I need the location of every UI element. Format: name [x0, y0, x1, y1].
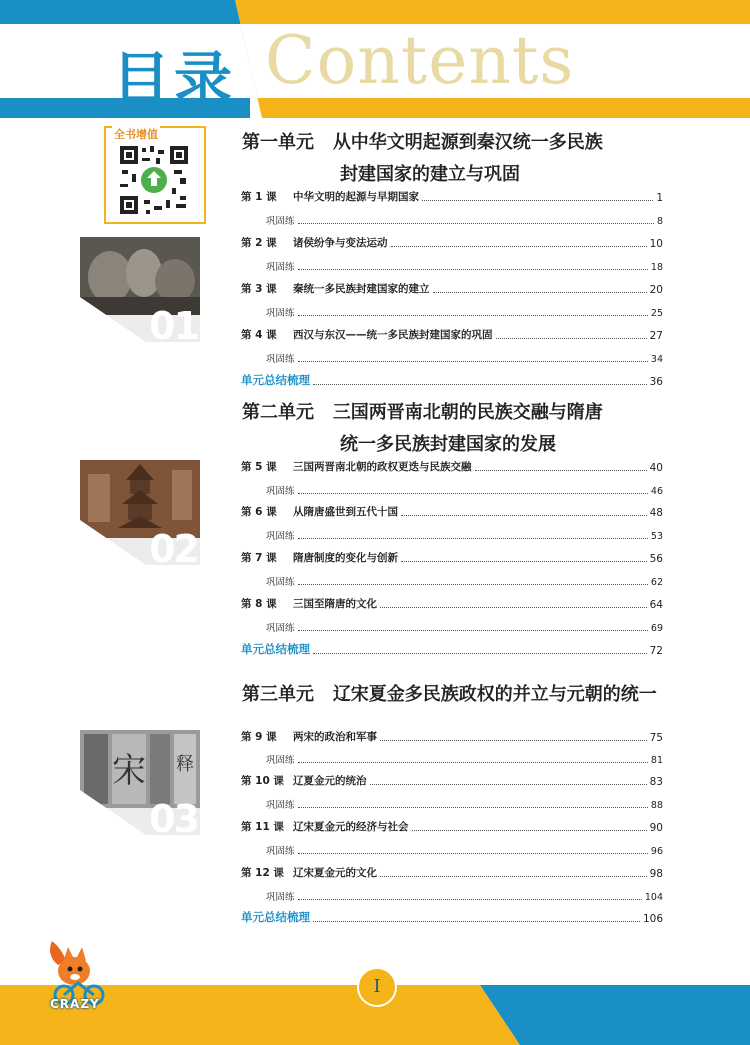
lesson-title: 辽宋夏金元的文化 — [293, 867, 377, 879]
lesson-number: 第 3 课 — [241, 283, 277, 295]
lesson-title: 三国至隋唐的文化 — [293, 598, 377, 610]
lesson-title: 辽宋夏金元的经济与社会 — [293, 821, 409, 833]
footer-page-number: I — [357, 967, 397, 1007]
svg-text:宋: 宋 — [112, 751, 146, 791]
lesson-number: 第 8 课 — [241, 598, 277, 610]
page-number: 25 — [650, 308, 663, 319]
toc-row[interactable] — [241, 549, 663, 565]
toc-row[interactable] — [266, 303, 663, 319]
toc-row[interactable] — [241, 818, 663, 834]
page-number: 48 — [649, 507, 663, 519]
lesson-title: 辽夏金元的统治 — [293, 775, 367, 787]
unit-1-name: 从中华文明起源到秦汉统一多民族 — [332, 132, 603, 153]
page-number: 69 — [650, 623, 663, 634]
toc-row[interactable] — [241, 641, 663, 657]
toc-row[interactable] — [266, 618, 663, 634]
toc-row[interactable] — [241, 864, 663, 880]
lesson-number: 第 1 课 — [241, 191, 277, 203]
unit-2-name-line2: 统一多民族封建国家的发展 — [340, 434, 556, 455]
lesson-number: 第 5 课 — [241, 461, 277, 473]
qr-code-box[interactable] — [104, 126, 206, 224]
lesson-number: 第 4 课 — [241, 329, 277, 341]
toc-row[interactable] — [241, 372, 663, 388]
practice-title: 巩固练 — [266, 892, 295, 903]
unit-2-heading — [242, 398, 603, 456]
lesson-title: 中华文明的起源与早期国家 — [293, 191, 419, 203]
unit-3-badge-number: 03 — [149, 797, 198, 835]
page-number: 88 — [650, 800, 663, 811]
page-number: 62 — [650, 577, 663, 588]
summary-title: 单元总结梳理 — [241, 642, 310, 656]
practice-title: 巩固练 — [266, 623, 295, 634]
summary-title: 单元总结梳理 — [241, 910, 310, 924]
unit-3-name: 辽宋夏金多民族政权的并立与元朝的统一 — [332, 684, 657, 705]
summary-title: 单元总结梳理 — [241, 373, 310, 387]
page-number: 98 — [649, 868, 663, 880]
toc-row[interactable] — [266, 841, 663, 857]
page-number: 46 — [650, 486, 663, 497]
qr-label: 全书增值 — [114, 128, 158, 141]
unit-1-title: 第一单元 — [242, 132, 314, 153]
unit-2-name: 三国两晋南北朝的民族交融与隋唐 — [332, 402, 603, 423]
page-number: 106 — [642, 913, 663, 925]
title-english: Contents — [265, 22, 575, 99]
practice-title: 巩固练 — [266, 308, 295, 319]
practice-title: 巩固练 — [266, 216, 295, 227]
toc-row[interactable] — [266, 257, 663, 273]
fox-mascot-icon — [44, 935, 124, 1015]
practice-title: 巩固练 — [266, 262, 295, 273]
toc-row[interactable] — [241, 188, 663, 204]
toc-row[interactable] — [241, 595, 663, 611]
lesson-title: 从隋唐盛世到五代十国 — [293, 506, 398, 518]
toc-row[interactable] — [266, 795, 663, 811]
practice-title: 巩固练 — [266, 354, 295, 365]
practice-title: 巩固练 — [266, 800, 295, 811]
toc-row[interactable] — [266, 481, 663, 497]
lesson-number: 第 2 课 — [241, 237, 277, 249]
toc-row[interactable] — [241, 909, 663, 925]
page-title: 目录 — [112, 45, 237, 113]
page-number: 83 — [649, 776, 663, 788]
page-number: 72 — [649, 645, 663, 657]
unit-2-image — [80, 460, 200, 565]
toc-row[interactable] — [266, 526, 663, 542]
page-number: 53 — [650, 531, 663, 542]
unit-2-badge-number: 02 — [149, 527, 198, 565]
page-number: 104 — [644, 892, 663, 903]
practice-title: 巩固练 — [266, 486, 295, 497]
toc-row[interactable] — [266, 211, 663, 227]
lesson-title: 隋唐制度的变化与创新 — [293, 552, 398, 564]
lesson-title: 两宋的政治和军事 — [293, 731, 377, 743]
toc-row[interactable] — [266, 349, 663, 365]
page-number: 56 — [649, 553, 663, 565]
svg-text:释: 释 — [176, 754, 194, 775]
toc-row[interactable] — [241, 503, 663, 519]
lesson-title: 秦统一多民族封建国家的建立 — [293, 283, 430, 295]
page-number: 8 — [656, 216, 663, 227]
unit-3-heading — [242, 680, 657, 706]
mascot-text: CRAZY — [50, 997, 100, 1011]
page-number: 1 — [656, 192, 663, 204]
lesson-title: 诸侯纷争与变法运动 — [293, 237, 388, 249]
toc-row[interactable] — [241, 772, 663, 788]
toc-row[interactable] — [241, 728, 663, 744]
lesson-number: 第 10 课 — [241, 775, 284, 787]
lesson-number: 第 9 课 — [241, 731, 277, 743]
page-number: 40 — [649, 462, 663, 474]
practice-title: 巩固练 — [266, 755, 295, 766]
practice-title: 巩固练 — [266, 577, 295, 588]
page-number: 90 — [649, 822, 663, 834]
toc-row[interactable] — [241, 326, 663, 342]
unit-3-image — [80, 730, 200, 835]
toc-row[interactable] — [266, 750, 663, 766]
page-number: 96 — [650, 846, 663, 857]
practice-title: 巩固练 — [266, 846, 295, 857]
page-number: 18 — [650, 262, 663, 273]
qr-code-icon — [118, 144, 190, 216]
lesson-number: 第 12 课 — [241, 867, 284, 879]
unit-1-heading — [242, 128, 603, 186]
unit-1-name-line2: 封建国家的建立与巩固 — [340, 164, 520, 185]
unit-1-image — [80, 237, 200, 342]
page-number: 27 — [649, 330, 663, 342]
page-number: 34 — [650, 354, 663, 365]
toc-row[interactable] — [241, 280, 663, 296]
lesson-title: 西汉与东汉——统一多民族封建国家的巩固 — [293, 329, 493, 341]
page-number: 20 — [649, 284, 663, 296]
toc-row[interactable] — [241, 458, 663, 474]
toc-row[interactable] — [266, 887, 663, 903]
unit-2-title: 第二单元 — [242, 402, 314, 423]
page-number: 10 — [649, 238, 663, 250]
unit-1-badge-number: 01 — [149, 304, 198, 342]
lesson-number: 第 6 课 — [241, 506, 277, 518]
lesson-number: 第 11 课 — [241, 821, 284, 833]
toc-row[interactable] — [241, 234, 663, 250]
unit-3-title: 第三单元 — [242, 684, 314, 705]
lesson-title: 三国两晋南北朝的政权更迭与民族交融 — [293, 461, 472, 473]
page-number: 36 — [649, 376, 663, 388]
toc-row[interactable] — [266, 572, 663, 588]
lesson-number: 第 7 课 — [241, 552, 277, 564]
practice-title: 巩固练 — [266, 531, 295, 542]
page-number: 81 — [650, 755, 663, 766]
page-number: 75 — [649, 732, 663, 744]
page-number: 64 — [649, 599, 663, 611]
